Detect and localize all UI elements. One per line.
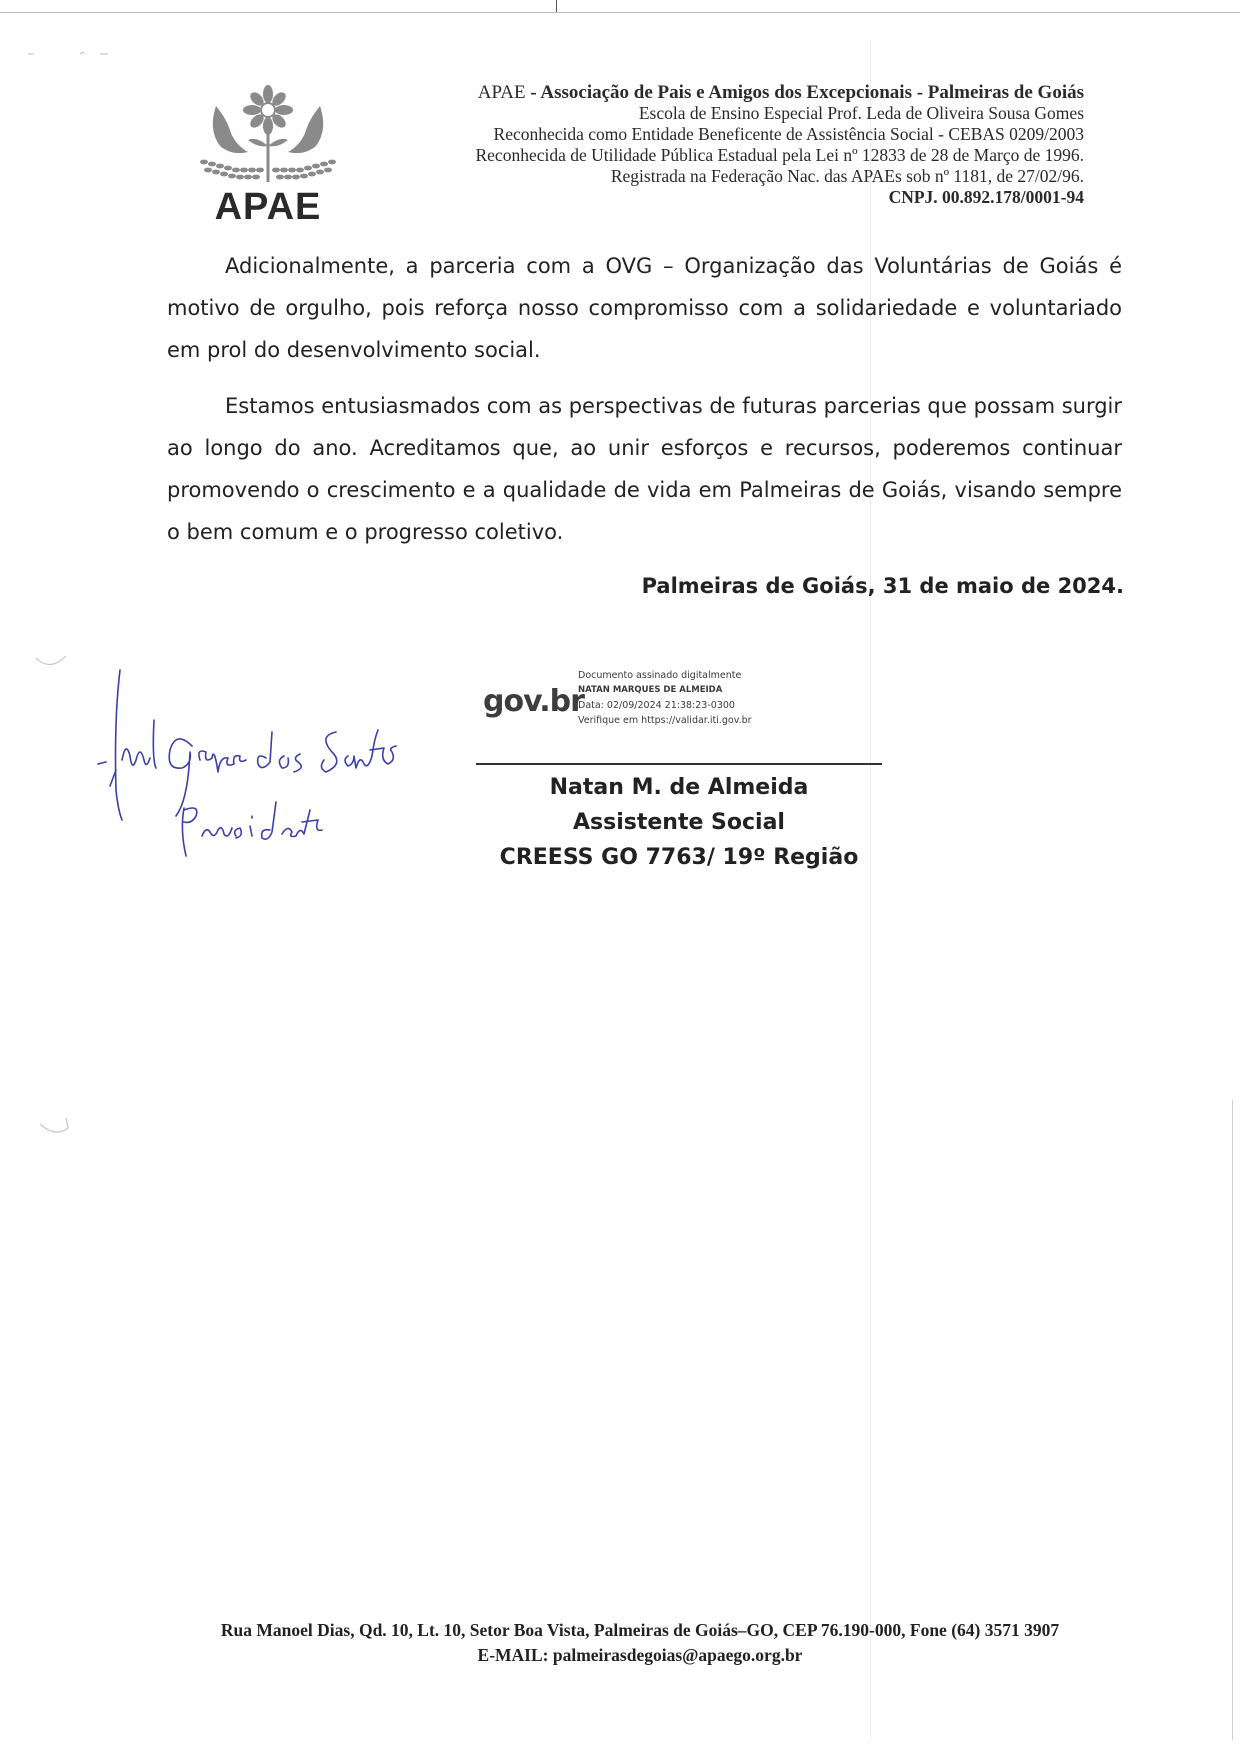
letterhead-title-name: - Associação de Pais e Amigos dos Excepcionais - Palmeiras de Goiás — [525, 82, 1084, 103]
signature-line — [476, 763, 882, 765]
letterhead-title-acronym: APAE — [477, 82, 526, 103]
letterhead-cnpj: CNPJ. 00.892.178/0001-94 — [888, 187, 1084, 207]
date-line: Palmeiras de Goiás, 31 de maio de 2024. — [641, 574, 1124, 598]
letterhead-school: Escola de Ensino Especial Prof. Leda de Oliveira Sousa Gomes — [638, 103, 1084, 123]
govbr-date: Data: 02/09/2024 21:38:23-0300 — [578, 700, 735, 711]
govbr-logo: gov.br — [483, 684, 584, 719]
letterhead-federation: Registrada na Federação Nac. das APAEs sob nº 1181, de 27/02/96. — [610, 166, 1084, 186]
scan-mark — [556, 0, 557, 12]
footer-email[interactable]: E-MAIL: palmeirasdegoias@apaego.org.br — [477, 1645, 803, 1665]
scan-speck — [28, 48, 118, 60]
signer-block — [476, 770, 882, 875]
letterhead-title — [304, 82, 1084, 103]
handwritten-signature — [96, 660, 426, 860]
letter-body — [167, 245, 1122, 567]
letterhead — [304, 82, 1084, 208]
signer-role: Assistente Social — [573, 810, 785, 835]
govbr-info — [578, 668, 752, 728]
govbr-signature-stamp — [483, 664, 803, 734]
signer-name: Natan M. de Almeida — [549, 775, 809, 800]
signer-registration: CREESS GO 7763/ 19º Região — [499, 845, 859, 870]
govbr-verify-link[interactable]: Verifique em https://validar.iti.gov.br — [578, 715, 752, 726]
footer — [150, 1618, 1130, 1668]
apae-logo-text: APAE — [214, 186, 322, 228]
scan-edge-right — [1232, 1100, 1233, 1740]
scan-edge-line — [0, 12, 1240, 13]
letterhead-utility: Reconhecida de Utilidade Pública Estadual pela Lei nº 12833 de 28 de Março de 1996. — [475, 145, 1084, 165]
footer-address: Rua Manoel Dias, Qd. 10, Lt. 10, Setor Boa Vista, Palmeiras de Goiás–GO, CEP 76.190-000, Fone (64) 3571 3907 — [220, 1620, 1060, 1640]
letterhead-cebas: Reconhecida como Entidade Beneficente de Assistência Social - CEBAS 0209/2003 — [493, 124, 1084, 144]
govbr-line-1: Documento assinado digitalmente — [578, 670, 742, 681]
punch-hole-mark-top — [34, 652, 68, 672]
body-paragraph-1: Adicionalmente, a parceria com a OVG – Organização das Voluntárias de Goiás é motivo de orgulho, pois reforça nosso compromisso com a solidariedade e voluntariado em prol do desenvolvimento social. — [167, 254, 1122, 362]
body-paragraph-2: Estamos entusiasmados com as perspectivas de futuras parcerias que possam surgir ao longo do ano. Acreditamos que, ao unir esforços e recursos, poderemos continuar promovendo o crescimento e a qualidade de vida em Palmeiras de Goiás, visando sempre o bem comum e o progresso coletivo. — [167, 394, 1123, 544]
punch-hole-mark-bottom — [38, 1116, 74, 1138]
govbr-signer-name: NATAN MARQUES DE ALMEIDA — [578, 685, 723, 695]
